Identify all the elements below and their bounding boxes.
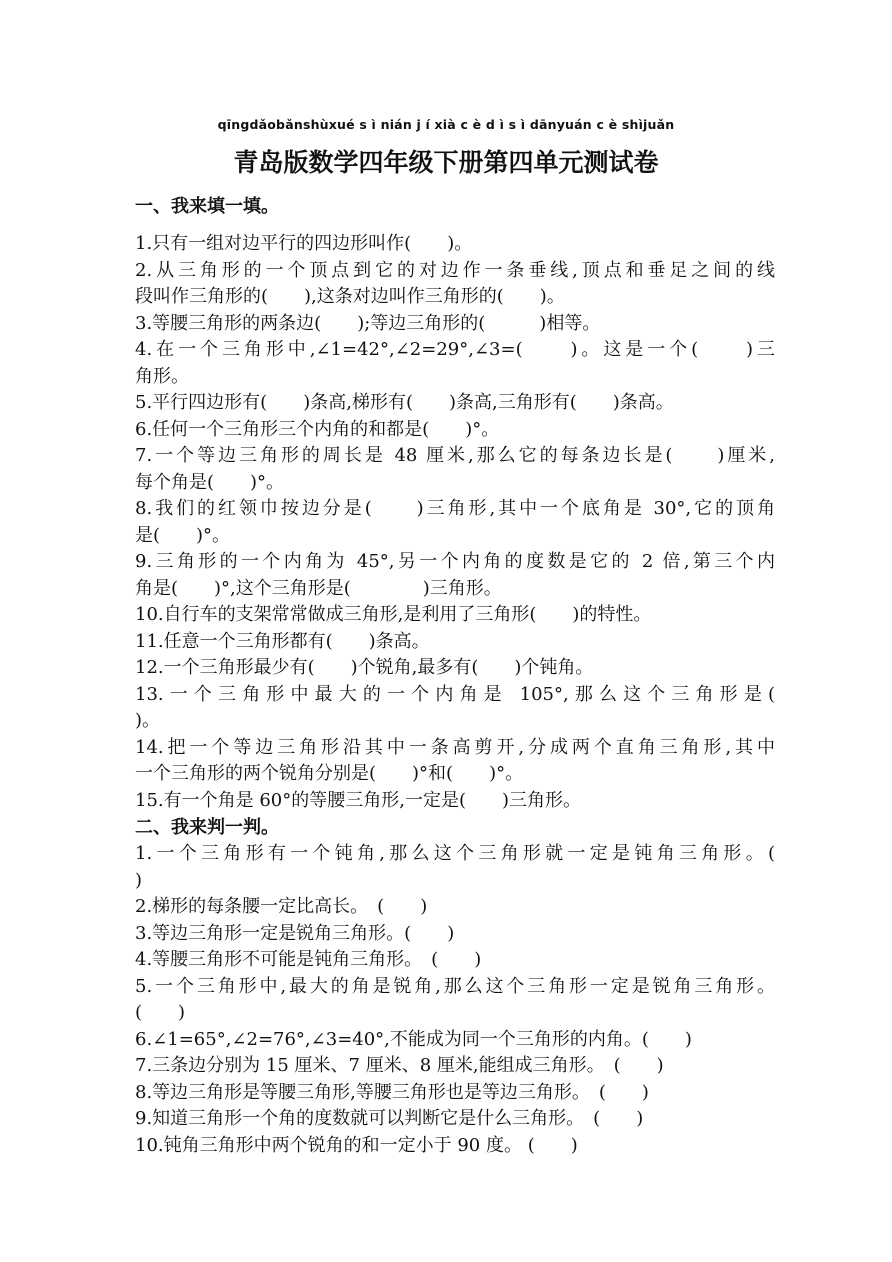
question-text-line: 10.自行车的支架常常做成三角形,是利用了三角形( )的特性。 — [135, 604, 652, 625]
true-false-question — [135, 894, 775, 921]
true-false-question — [135, 841, 775, 894]
fill-in-question — [135, 682, 775, 735]
fill-in-question — [135, 496, 775, 549]
question-text-line: 11.任意一个三角形都有( )条高。 — [135, 630, 430, 652]
section-heading-fill-in: 一、我来填一填。 — [135, 196, 279, 217]
true-false-question — [135, 1106, 775, 1133]
question-text-line: 是( )°。 — [135, 524, 231, 546]
question-text-line: 14.把一个等边三角形沿其中一条高剪开,分成两个直角三角形,其中 — [135, 736, 775, 758]
question-text-line: 9.知道三角形一个角的度数就可以判断它是什么三角形。 ( ) — [135, 1108, 644, 1129]
question-text-line: ( ) — [135, 1002, 186, 1023]
fill-in-question — [135, 629, 775, 656]
fill-in-question — [135, 602, 775, 629]
fill-in-question — [135, 549, 775, 602]
question-text-line: )。 — [135, 710, 161, 731]
true-false-question — [135, 1027, 775, 1054]
question-text-line: 3.等边三角形一定是锐角三角形。( ) — [135, 922, 455, 944]
fill-in-question — [135, 311, 775, 338]
true-false-question — [135, 1133, 775, 1160]
question-text-line: 6.∠1=65°,∠2=76°,∠3=40°,不能成为同一个三角形的内角。( ) — [135, 1028, 692, 1050]
fill-in-question — [135, 417, 775, 444]
question-text-line: 10.钝角三角形中两个锐角的和一定小于 90 度。 ( ) — [135, 1134, 578, 1156]
fill-in-question-list — [135, 231, 775, 814]
pinyin-title: qīngdǎobǎnshùxué s ì nián j í xià c è d ì s ì dānyuán c è shìjuǎn — [217, 117, 675, 132]
true-false-question — [135, 1053, 775, 1080]
true-false-question — [135, 974, 775, 1027]
true-false-question-list — [135, 841, 775, 1159]
question-text-line: 每个角是( )°。 — [135, 471, 285, 493]
page-title: 青岛版数学四年级下册第四单元测试卷 — [233, 148, 659, 177]
question-text-line: 15.有一个角是 60°的等腰三角形,一定是( )三角形。 — [135, 789, 582, 811]
question-text-line: 3.等腰三角形的两条边( );等边三角形的( )相等。 — [135, 312, 601, 334]
question-text-line: 1.只有一组对边平行的四边形叫作( )。 — [135, 233, 473, 254]
fill-in-question — [135, 390, 775, 417]
question-text-line: 12.一个三角形最少有( )个锐角,最多有( )个钝角。 — [135, 657, 594, 678]
fill-in-question — [135, 443, 775, 496]
fill-in-question — [135, 337, 775, 390]
question-text-line: 角是( )°,这个三角形是( )三角形。 — [135, 577, 502, 599]
question-text-line: 1.一个三角形有一个钝角,那么这个三角形就一定是钝角三角形。( — [135, 843, 775, 864]
question-text-line: 5.一个三角形中,最大的角是锐角,那么这个三角形一定是锐角三角形。 — [135, 975, 775, 997]
true-false-question — [135, 947, 775, 974]
true-false-question — [135, 921, 775, 948]
question-text-line: 角形。 — [135, 365, 189, 387]
fill-in-question — [135, 655, 775, 682]
question-text-line: 2.梯形的每条腰一定比高长。 ( ) — [135, 896, 428, 917]
question-text-line: 7.三条边分别为 15 厘米、7 厘米、8 厘米,能组成三角形。 ( ) — [135, 1055, 664, 1076]
fill-in-question — [135, 788, 775, 815]
question-text-line: 4.等腰三角形不可能是钝角三角形。 ( ) — [135, 949, 482, 970]
question-text-line: 一个三角形的两个锐角分别是( )°和( )°。 — [135, 763, 524, 784]
fill-in-question — [135, 735, 775, 788]
fill-in-question — [135, 231, 775, 258]
question-text-line: 13.一个三角形中最大的一个内角是 105°,那么这个三角形是( — [135, 683, 775, 705]
document-body — [135, 193, 775, 1159]
question-text-line: 8.等边三角形是等腰三角形,等腰三角形也是等边三角形。 ( ) — [135, 1081, 649, 1103]
section-heading-true-false: 二、我来判一判。 — [135, 817, 279, 838]
question-text-line: 4.在一个三角形中,∠1=42°,∠2=29°,∠3=( )。这是一个( )三 — [135, 339, 775, 360]
question-text-line: 5.平行四边形有( )条高,梯形有( )条高,三角形有( )条高。 — [135, 392, 674, 413]
question-text-line: ) — [135, 869, 143, 891]
question-text-line: 2.从三角形的一个顶点到它的对边作一条垂线,顶点和垂足之间的线 — [135, 259, 775, 281]
fill-in-question — [135, 258, 775, 311]
question-text-line: 段叫作三角形的( ),这条对边叫作三角形的( )。 — [135, 286, 565, 307]
question-text-line: 8.我们的红领巾按边分是( )三角形,其中一个底角是 30°,它的顶角 — [135, 498, 775, 519]
question-text-line: 9.三角形的一个内角为 45°,另一个内角的度数是它的 2 倍,第三个内 — [135, 551, 775, 572]
true-false-question — [135, 1080, 775, 1107]
question-text-line: 7.一个等边三角形的周长是 48 厘米,那么它的每条边长是( )厘米, — [135, 445, 775, 466]
question-text-line: 6.任何一个三角形三个内角的和都是( )°。 — [135, 418, 500, 440]
